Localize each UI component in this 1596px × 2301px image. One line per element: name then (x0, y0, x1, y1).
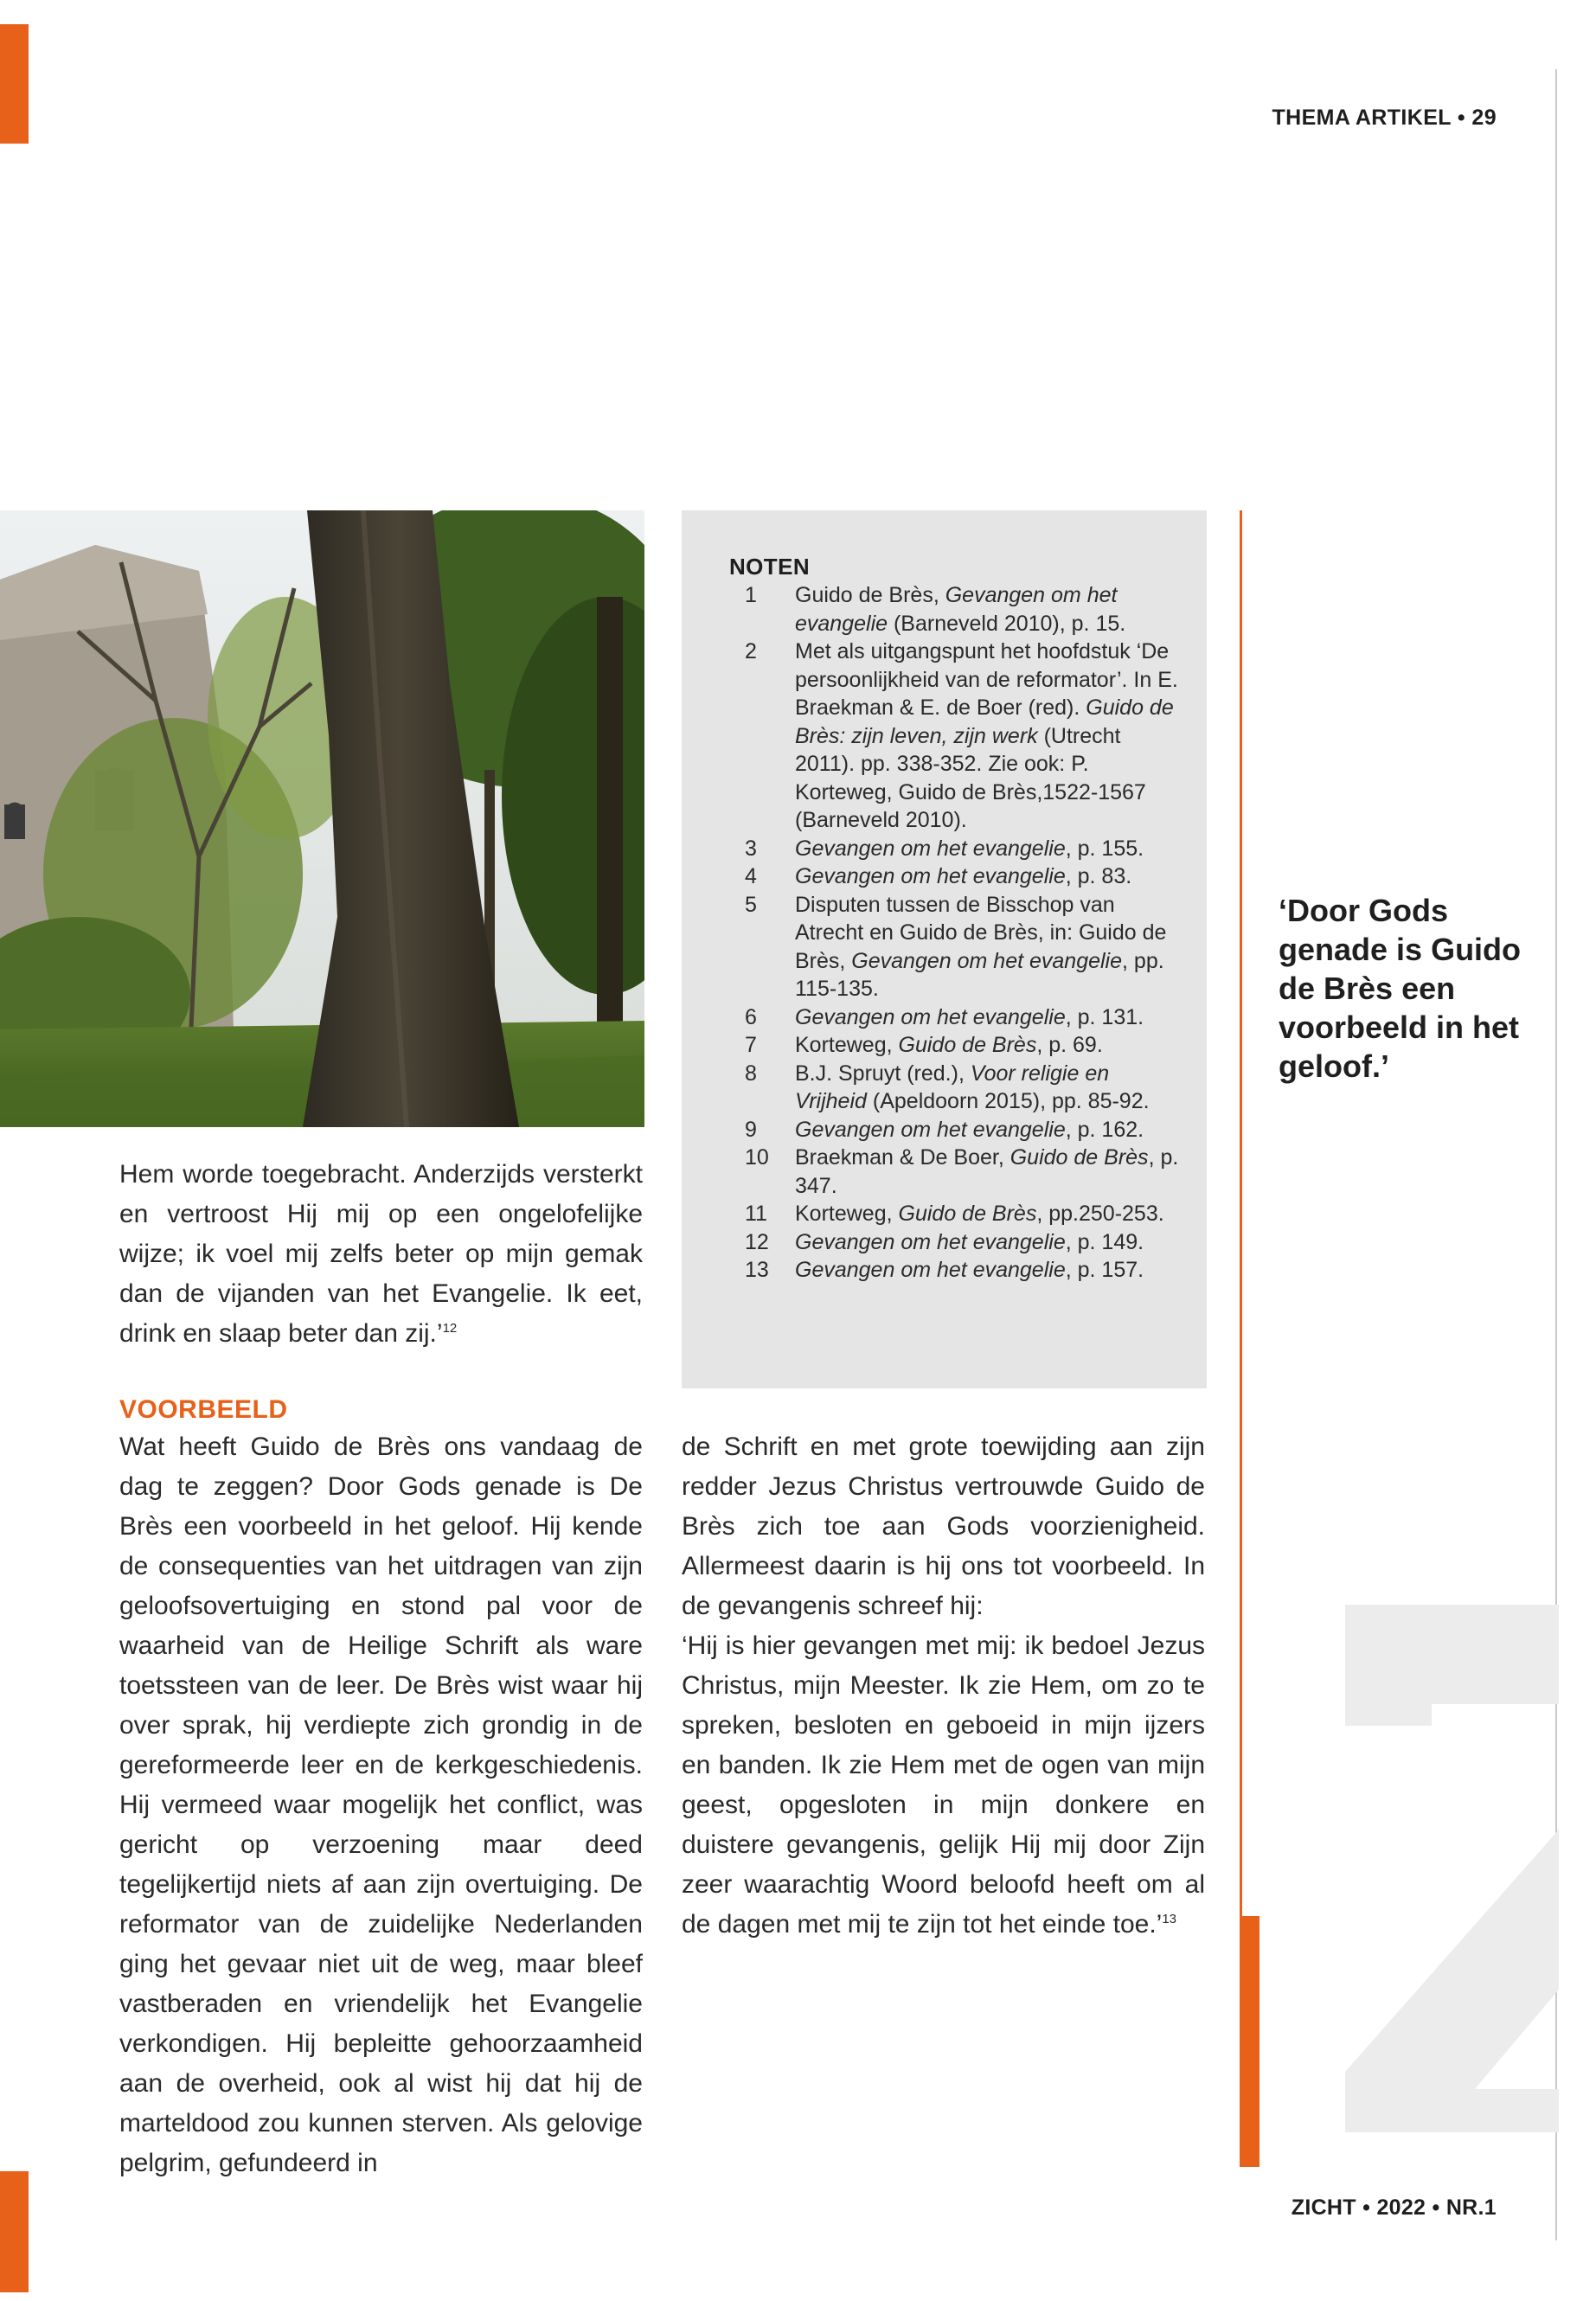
note-text-part: Braekman & De Boer, (795, 1145, 1010, 1170)
note-text (795, 835, 1179, 863)
intro-paragraph (119, 1155, 643, 1354)
quote-paragraph: ‘Hij is hier gevangen met mij: ik bedoel Jezus Christus, mijn Meester. Ik zie Hem, om zo te spreken, besloten en geboeid in mijn ijzers en banden. Ik zie Hem met de ogen van mijn geest, opgesloten in mijn donkere en duistere gevangenis, gelijk Hij mij door Zijn zeer waarachtig Woord beloofd heeft om al de dagen met mij te zijn tot het einde toe.’ (682, 1631, 1205, 1939)
note-title-italic: Gevangen om het evangelie (851, 948, 1123, 973)
intro-text: Hem worde toegebracht. Anderzijds versterkt en vertroost Hij mij op een ongelofelijke wijze; ik voel mij zelfs beter op mijn gemak dan de vijanden van het Evangelie. Ik eet, drink en slaap beter dan zij.’ (119, 1160, 643, 1348)
note-text (795, 1256, 1179, 1285)
notes-list (729, 581, 1179, 1285)
body-paragraph: Wat heeft Guido de Brès ons vandaag de dag te zeggen? Door Gods genade is De Brès een voorbeeld in het geloof. Hij kende de consequenties van het uitdragen van zijn geloofsovertuiging en stond pal voor de waarheid van de Heilige Schrift als ware toetssteen van de leer. De Brès wist waar hij over sprak, hij verdiepte zich grondig in de gereformeerde leer en de kerkgeschiedenis. Hij vermeed waar mogelijk het conflict, was gericht op verzoening maar deed tegelijkertijd niets af aan zijn overtuiging. De reformator van de zuidelijke Nederlanden ging het gevaar niet uit de weg, maar bleef vastberaden en vriendelijk het Evangelie verkondigen. Hij bepleitte gehoorzaamheid aan de overheid, ook al wist hij dat hij de marteldood zou kunnen sterven. Als gelovige pelgrim, gefundeerd in (119, 1433, 643, 2177)
note-number: 11 (745, 1202, 767, 1226)
body-column-2 (682, 1427, 1205, 1945)
note-text-part: Disputen tussen de Bisschop van Atrecht en Guido de Brès, in: Guido de Brès, (795, 892, 1167, 973)
note-number: 3 (745, 836, 757, 861)
note-text (795, 1031, 1179, 1060)
note-text (795, 1003, 1179, 1032)
page-number: 29 (1471, 106, 1497, 130)
note-text (795, 891, 1179, 1003)
note-text-part: , p. 155. (1065, 836, 1144, 861)
note-text-part: (Barneveld 2010), p. 15. (888, 611, 1126, 636)
note-text-part: , p. 83. (1065, 864, 1132, 888)
note-title-italic: Gevangen om het evangelie (795, 1004, 1066, 1029)
footnote-ref: 12 (442, 1321, 458, 1336)
note-text-part: , p. 347. (795, 1145, 1179, 1198)
note-item (729, 1200, 1179, 1228)
note-number: 13 (745, 1258, 769, 1282)
note-text (795, 1144, 1179, 1200)
note-title-italic: Guido de Brès (898, 1033, 1037, 1057)
pull-quote: ‘Door Gods genade is Guido de Brès een voorbeeld in het geloof.’ (1279, 893, 1522, 1084)
note-item (729, 1031, 1179, 1060)
section-label: THEMA ARTIKEL (1272, 106, 1452, 130)
body-paragraph: de Schrift en met grote toewijding aan zijn redder Jezus Christus vertrouwde Guido de Brès zich toe aan Gods voorzienigheid. Allermeest daarin is hij ons tot voorbeeld. In de gevangenis schreef hij: (682, 1433, 1205, 1620)
note-title-italic: Gevangen om het evangelie (795, 1117, 1066, 1142)
note-title-italic: Guido de Brès: zijn leven, zijn werk (795, 695, 1174, 748)
note-item (729, 1228, 1179, 1257)
note-item (729, 891, 1179, 1003)
body-column-1 (119, 1427, 643, 2183)
note-item (729, 581, 1179, 638)
note-text (795, 1200, 1179, 1228)
note-title-italic: Guido de Brès (1010, 1145, 1149, 1170)
note-number: 4 (745, 864, 757, 888)
note-title-italic: Gevangen om het evangelie (795, 836, 1066, 861)
note-title-italic: Guido de Brès (898, 1202, 1037, 1226)
magazine-name: ZICHT (1291, 2195, 1356, 2220)
accent-bar-top-left (0, 24, 29, 144)
note-number: 10 (745, 1145, 769, 1170)
note-title-italic: Gevangen om het evangelie (795, 1229, 1066, 1254)
note-item (729, 1256, 1179, 1285)
note-title-italic: Gevangen om het evangelie (795, 1258, 1066, 1282)
note-number: 8 (745, 1061, 757, 1086)
note-text-part: , pp.250-253. (1036, 1202, 1164, 1226)
bullet-separator: • (1432, 2195, 1446, 2220)
quote-rule (1240, 510, 1242, 1916)
note-text (795, 581, 1179, 638)
note-text-part: B.J. Spruyt (red.), (795, 1061, 971, 1086)
note-item (729, 1116, 1179, 1144)
magazine-year: 2022 (1376, 2195, 1426, 2220)
note-text-part: (Apeldoorn 2015), pp. 85-92. (866, 1089, 1150, 1113)
notes-title: NOTEN (729, 554, 810, 580)
section-heading: VOORBEELD (119, 1395, 288, 1424)
park-tree-photo (0, 510, 644, 1127)
note-number: 1 (745, 583, 757, 607)
page-footer (1228, 2195, 1497, 2221)
note-text-part: , p. 69. (1036, 1033, 1103, 1057)
note-text-part: , p. 149. (1065, 1229, 1144, 1254)
note-text-part: (Utrecht 2011). pp. 338-352. Zie ook: P. Korteweg, Guido de Brès,1522-1567 (Barneveld 2010). (795, 723, 1146, 832)
note-text-part: , p. 162. (1065, 1117, 1144, 1142)
page-header (1228, 106, 1497, 131)
note-item (729, 1144, 1179, 1200)
note-text (795, 638, 1179, 835)
note-text-part: Korteweg, (795, 1033, 899, 1057)
note-text (795, 862, 1179, 891)
note-item (729, 1060, 1179, 1116)
note-text-part: , p. 131. (1065, 1004, 1144, 1029)
note-text-part: Guido de Brès, (795, 583, 945, 607)
note-text-part: , pp. 115-135. (795, 948, 1164, 1001)
magazine-issue: NR.1 (1445, 2195, 1497, 2220)
note-text-part: , p. 157. (1065, 1258, 1144, 1282)
decorative-letter (1345, 1605, 1559, 2132)
note-item (729, 862, 1179, 891)
note-title-italic: Gevangen om het evangelie (795, 583, 1118, 636)
note-text (795, 1116, 1179, 1144)
bullet-separator: • (1457, 106, 1472, 130)
note-text-part: Korteweg, (795, 1202, 899, 1226)
note-title-italic: Voor religie en Vrijheid (795, 1061, 1110, 1113)
note-title-italic: Gevangen om het evangelie (795, 864, 1066, 888)
note-number: 6 (745, 1004, 757, 1029)
note-number: 7 (745, 1033, 757, 1057)
note-text (795, 1228, 1179, 1257)
bullet-separator: • (1362, 2195, 1377, 2220)
note-text (795, 1060, 1179, 1116)
accent-bar-bottom-right (1240, 1916, 1259, 2167)
note-text-part: Met als uitgangspunt het hoofdstuk ‘De persoonlijkheid van de reformator’. In E. Braekman & E. de Boer (red). (795, 639, 1178, 720)
note-number: 12 (745, 1229, 769, 1254)
footnote-ref: 13 (1162, 1912, 1177, 1926)
note-item (729, 835, 1179, 863)
note-item (729, 1003, 1179, 1032)
note-number: 2 (745, 639, 757, 663)
accent-bar-bottom-left (0, 2171, 29, 2292)
note-item (729, 638, 1179, 835)
note-number: 5 (745, 892, 757, 917)
note-number: 9 (745, 1117, 757, 1142)
